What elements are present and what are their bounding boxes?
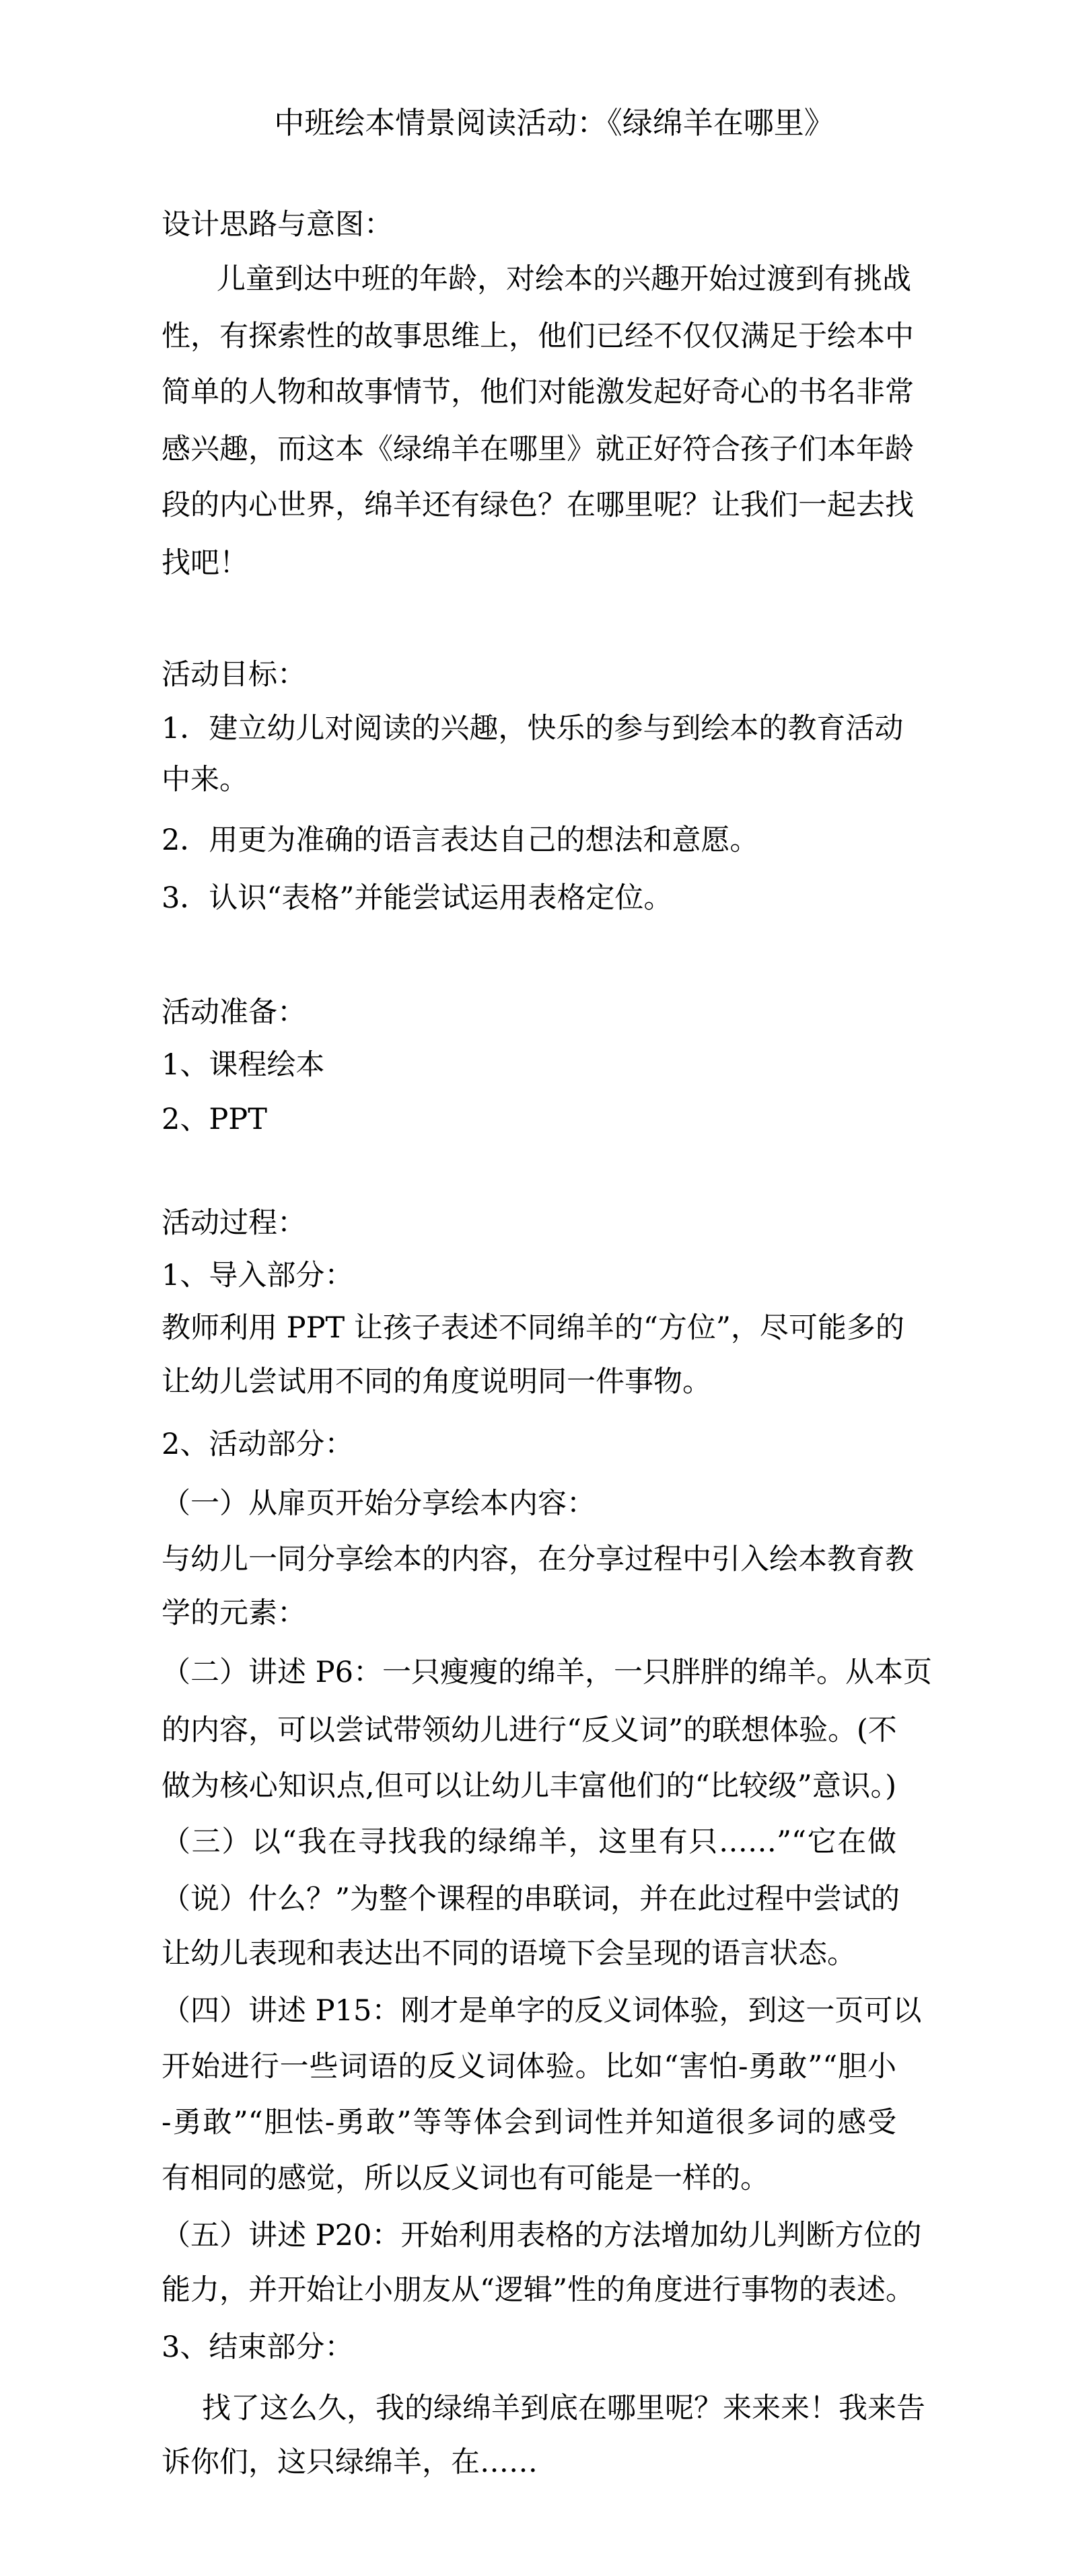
text-line: 1、课程绘本 <box>162 1048 325 1082</box>
text-line: 的内容，可以尝试带领幼儿进行“反义词”的联想体验。(不 <box>162 1714 897 1747</box>
text-line: 诉你们，这只绿绵羊，在…… <box>162 2445 538 2479</box>
section-heading: 2、活动部分： <box>162 1428 354 1461</box>
text-line: 感兴趣，而这本《绿绵羊在哪里》就正好符合孩子们本年龄 <box>162 433 914 466</box>
text-line: 段的内心世界，绵羊还有绿色？在哪里呢？让我们一起去找 <box>162 488 914 522</box>
text-line: （五）讲述 P20：开始利用表格的方法增加幼儿判断方位的 <box>162 2219 922 2252</box>
text-line: 性，有探索性的故事思维上，他们已经不仅仅满足于绘本中 <box>162 320 914 353</box>
section-heading: 活动准备： <box>162 996 306 1029</box>
section-heading: 活动过程： <box>162 1206 306 1240</box>
text-line: （说）什么？”为整个课程的串联词，并在此过程中尝试的 <box>162 1882 900 1916</box>
text-line: -勇敢”“胆怯-勇敢”等等体会到词性并知道很多词的感受 <box>162 2106 896 2139</box>
text-line: 中来。 <box>162 763 248 797</box>
text-line: （二）讲述 P6：一只瘦瘦的绵羊，一只胖胖的绵羊。从本页 <box>162 1656 932 1689</box>
text-line: 2．用更为准确的语言表达自己的想法和意愿。 <box>162 823 759 857</box>
text-line: 找吧！ <box>162 546 248 580</box>
text-line: （四）讲述 P15：刚才是单字的反义词体验，到这一页可以 <box>162 1994 922 2028</box>
text-line: 让幼儿尝试用不同的角度说明同一件事物。 <box>162 1365 711 1399</box>
text-line: 1．建立幼儿对阅读的兴趣，快乐的参与到绘本的教育活动 <box>162 712 904 745</box>
text-line: 能力，并开始让小朋友从“逻辑”性的角度进行事物的表述。 <box>162 2273 915 2307</box>
section-heading: 设计思路与意图： <box>162 208 393 242</box>
text-line: 有相同的感觉，所以反义词也有可能是一样的。 <box>162 2162 769 2195</box>
text-line: 与幼儿一同分享绘本的内容，在分享过程中引入绘本教育教 <box>162 1543 914 1576</box>
text-line: （一）从扉页开始分享绘本内容： <box>162 1487 596 1520</box>
section-heading: 1、导入部分： <box>162 1259 354 1292</box>
text-line: 开始进行一些词语的反义词体验。比如“害怕-勇敢”“胆小 <box>162 2050 896 2084</box>
document-title: 中班绘本情景阅读活动：《绿绵羊在哪里》 <box>274 105 834 141</box>
text-line: 2、PPT <box>162 1103 267 1136</box>
text-line: 让幼儿表现和表达出不同的语境下会呈现的语言状态。 <box>162 1937 856 1971</box>
section-heading: 活动目标： <box>162 658 306 692</box>
text-line: 简单的人物和故事情节，他们对能激发起好奇心的书名非常 <box>162 375 914 409</box>
text-line: 儿童到达中班的年龄，对绘本的兴趣开始过渡到有挑战 <box>217 262 911 296</box>
text-line: 3．认识“表格”并能尝试运用表格定位。 <box>162 881 673 915</box>
section-heading: 3、结束部分： <box>162 2330 354 2364</box>
section-heading: 学的元素： <box>162 1596 306 1630</box>
text-line: 找了这么久，我的绿绵羊到底在哪里呢？来来来！我来告 <box>202 2392 925 2425</box>
text-line: （三）以“我在寻找我的绿绵羊，这里有只……”“它在做 <box>162 1825 896 1859</box>
text-line: 教师利用 PPT 让孩子表述不同绵羊的“方位”，尽可能多的 <box>162 1311 904 1345</box>
text-line: 做为核心知识点,但可以让幼儿丰富他们的“比较级”意识。) <box>162 1769 896 1803</box>
